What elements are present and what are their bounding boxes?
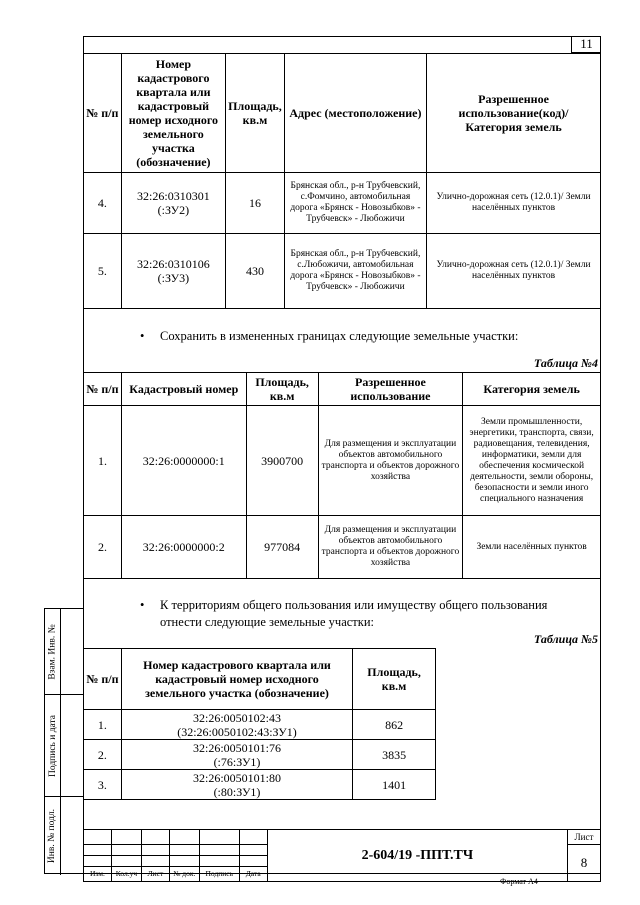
header-num: № п/п	[84, 54, 122, 173]
side-label-inventory: Инв. № подл.	[47, 808, 58, 864]
table-row	[84, 710, 436, 740]
header-use: Разрешенное использование(код)/ Категория земель	[427, 54, 601, 173]
cad-number: 32:26:0310106	[137, 257, 210, 271]
bullet-text-2-line1: К территориям общего пользования или имуществу общего пользования	[160, 598, 548, 612]
cell-area: 3900700	[246, 406, 318, 516]
cell-cad	[121, 234, 226, 309]
cell-area: 862	[353, 710, 436, 740]
header-cad: Номер кадастрового квартала или кадастровый номер исходного земельного участка (обозначение)	[121, 54, 226, 173]
side-label-signature: Подпись и дата	[47, 714, 58, 777]
cell-num: 1.	[84, 710, 122, 740]
cell-area: 1401	[353, 770, 436, 800]
table-row	[84, 770, 436, 800]
sheet-number: 8	[567, 845, 600, 882]
table-row	[84, 516, 601, 579]
side-cell-signature	[45, 695, 83, 797]
cad-number: 32:26:0310301	[137, 189, 210, 203]
header-category: Категория земель	[463, 373, 601, 406]
cell-use: Улично-дорожная сеть (12.0.1)/ Земли населённых пунктов	[427, 173, 601, 234]
cell-cad	[121, 770, 352, 800]
header-use: Разрешенное использование	[318, 373, 463, 406]
cell-use: Для размещения и эксплуатации объектов автомобильного транспорта и объектов дорожного хозяйства	[318, 516, 463, 579]
title-block	[83, 829, 601, 882]
table-4-caption: Таблица №4	[533, 356, 598, 370]
table-row	[84, 740, 436, 770]
header-cad: Кадастровый номер	[121, 373, 246, 406]
header-area: Площадь, кв.м	[246, 373, 318, 406]
cell-use: Для размещения и эксплуатации объектов автомобильного транспорта и объектов дорожного хозяйства	[318, 406, 463, 516]
cad-designation: (:80:ЗУ1)	[213, 784, 261, 799]
cad-number: 32:26:0050101:76	[192, 740, 281, 755]
document-code: 2-604/19 -ППТ.ТЧ	[267, 830, 567, 882]
cad-designation: (:76:ЗУ1)	[213, 754, 261, 769]
page-number: 11	[571, 36, 601, 53]
cad-number: 32:26:0050102:43	[192, 710, 281, 725]
sheet-label: Лист	[567, 830, 600, 845]
table-header-row	[84, 373, 601, 406]
format-label: Формат А4	[500, 877, 538, 886]
header-area: Площадь, кв.м	[226, 54, 285, 173]
bullet-marker: •	[140, 598, 145, 612]
table-header-row	[84, 54, 601, 173]
cad-number: 32:26:0050101:80	[192, 770, 281, 785]
cell-area: 16	[226, 173, 285, 234]
cell-num: 3.	[84, 770, 122, 800]
side-cell-replace	[45, 609, 83, 695]
table-row	[84, 406, 601, 516]
table-row	[84, 234, 601, 309]
cad-designation: (32:26:0050102:43:ЗУ1)	[177, 724, 297, 739]
table-5	[83, 648, 436, 800]
col-doc: № док.	[169, 867, 199, 882]
cell-use: Улично-дорожная сеть (12.0.1)/ Земли населённых пунктов	[427, 234, 601, 309]
table-row	[84, 173, 601, 234]
cell-area: 977084	[246, 516, 318, 579]
col-sheet: Лист	[141, 867, 169, 882]
header-num: № п/п	[84, 373, 122, 406]
header-cad: Номер кадастрового квартала или кадастровый номер исходного земельного участка (обозначение)	[121, 649, 352, 710]
cell-area: 430	[226, 234, 285, 309]
bullet-text-2-line2: отнести следующие земельные участки:	[160, 615, 375, 629]
cell-address: Брянская обл., р-н Трубчевский, с.Любожичи, автомобильная дорога «Брянск - Новозыбков» - Трубчевск» - Любожичи	[284, 234, 426, 309]
cell-cad	[121, 740, 352, 770]
side-cell-inventory	[45, 797, 83, 875]
header-address: Адрес (местоположение)	[284, 54, 426, 173]
table-3	[83, 53, 601, 309]
cell-num: 2.	[84, 516, 122, 579]
bullet-marker: •	[140, 329, 145, 343]
cell-category: Земли населённых пунктов	[463, 516, 601, 579]
cell-cad: 32:26:0000000:2	[121, 516, 246, 579]
cell-cad: 32:26:0000000:1	[121, 406, 246, 516]
cad-designation: (:ЗУ3)	[157, 271, 190, 285]
table-5-caption: Таблица №5	[533, 632, 598, 646]
cell-cad	[121, 173, 226, 234]
cell-address: Брянская обл., р-н Трубчевский, с.Фомчино, автомобильная дорога «Брянск - Новозыбков» - Трубчевск» - Любожичи	[284, 173, 426, 234]
header-area: Площадь, кв.м	[353, 649, 436, 710]
col-change: Изм.	[84, 867, 112, 882]
cell-num: 1.	[84, 406, 122, 516]
side-strip	[44, 608, 83, 874]
col-count: Кол.уч	[111, 867, 141, 882]
cell-cad	[121, 710, 352, 740]
cell-num: 2.	[84, 740, 122, 770]
cell-num: 4.	[84, 173, 122, 234]
bullet-text-1: Сохранить в измененных границах следующие земельные участки:	[160, 329, 519, 343]
cell-category: Земли промышленности, энергетики, транспорта, связи, радиовещания, телевидения, информатики, земли для обеспечения космической деятельности, земли обороны, безопасности и земли иного специального назначения	[463, 406, 601, 516]
col-signature: Подпись	[199, 867, 239, 882]
cell-num: 5.	[84, 234, 122, 309]
header-num: № п/п	[84, 649, 122, 710]
cell-area: 3835	[353, 740, 436, 770]
table-4	[83, 372, 601, 579]
table-header-row	[84, 649, 436, 710]
col-date: Дата	[239, 867, 267, 882]
cad-designation: (:ЗУ2)	[157, 203, 190, 217]
side-label-replace: Взам. Инв. №	[47, 623, 58, 680]
